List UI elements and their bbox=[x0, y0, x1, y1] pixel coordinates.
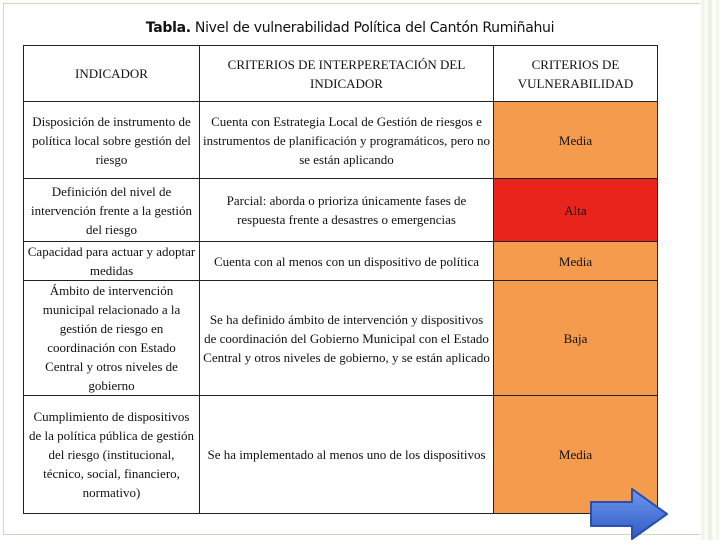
criteria-cell: Se ha definido ámbito de intervención y dispositivos de coordinación del Gobierno Municipal con el Estado Central y otros niveles de gobierno, y se están aplicado bbox=[200, 281, 494, 396]
table-row bbox=[24, 179, 658, 242]
level-cell-media: Media bbox=[494, 396, 658, 514]
vulnerability-table bbox=[23, 45, 658, 514]
table-caption bbox=[0, 20, 700, 36]
indicator-cell: Definición del nivel de intervención frente a la gestión del riesgo bbox=[24, 179, 200, 242]
indicator-cell: Ámbito de intervención municipal relacionado a la gestión de riesgo en coordinación con Estado Central y otros niveles de gobierno bbox=[24, 281, 200, 396]
header-indicator: INDICADOR bbox=[24, 46, 200, 102]
level-cell-media: Media bbox=[494, 242, 658, 281]
caption-text: Nivel de vulnerabilidad Política del Cantón Rumiñahui bbox=[190, 20, 555, 36]
table-header-row bbox=[24, 46, 658, 102]
next-arrow-icon bbox=[588, 486, 670, 540]
level-cell-alta: Alta bbox=[494, 179, 658, 242]
table-row bbox=[24, 242, 658, 281]
header-criteria: CRITERIOS DE INTERPERETACIÓN DEL INDICADOR bbox=[200, 46, 494, 102]
indicator-cell: Cumplimiento de dispositivos de la política pública de gestión del riesgo (institucional, técnico, social, financiero, normativo) bbox=[24, 396, 200, 514]
caption-label: Tabla. bbox=[145, 20, 191, 36]
criteria-cell: Cuenta con al menos con un dispositivo de política bbox=[200, 242, 494, 281]
level-cell-baja: Baja bbox=[494, 281, 658, 396]
header-vulnerability: CRITERIOS DE VULNERABILIDAD bbox=[494, 46, 658, 102]
next-slide-button[interactable] bbox=[588, 486, 670, 540]
decorative-side-stripe bbox=[700, 0, 720, 540]
table-row bbox=[24, 102, 658, 179]
criteria-cell: Se ha implementado al menos uno de los dispositivos bbox=[200, 396, 494, 514]
criteria-cell: Cuenta con Estrategia Local de Gestión de riesgos e instrumentos de planificación y programáticos, pero no se están aplicando bbox=[200, 102, 494, 179]
indicator-cell: Capacidad para actuar y adoptar medidas bbox=[24, 242, 200, 281]
table-row bbox=[24, 281, 658, 396]
table-row bbox=[24, 396, 658, 514]
indicator-cell: Disposición de instrumento de política local sobre gestión del riesgo bbox=[24, 102, 200, 179]
criteria-cell: Parcial: aborda o prioriza únicamente fases de respuesta frente a desastres o emergencias bbox=[200, 179, 494, 242]
level-cell-media: Media bbox=[494, 102, 658, 179]
